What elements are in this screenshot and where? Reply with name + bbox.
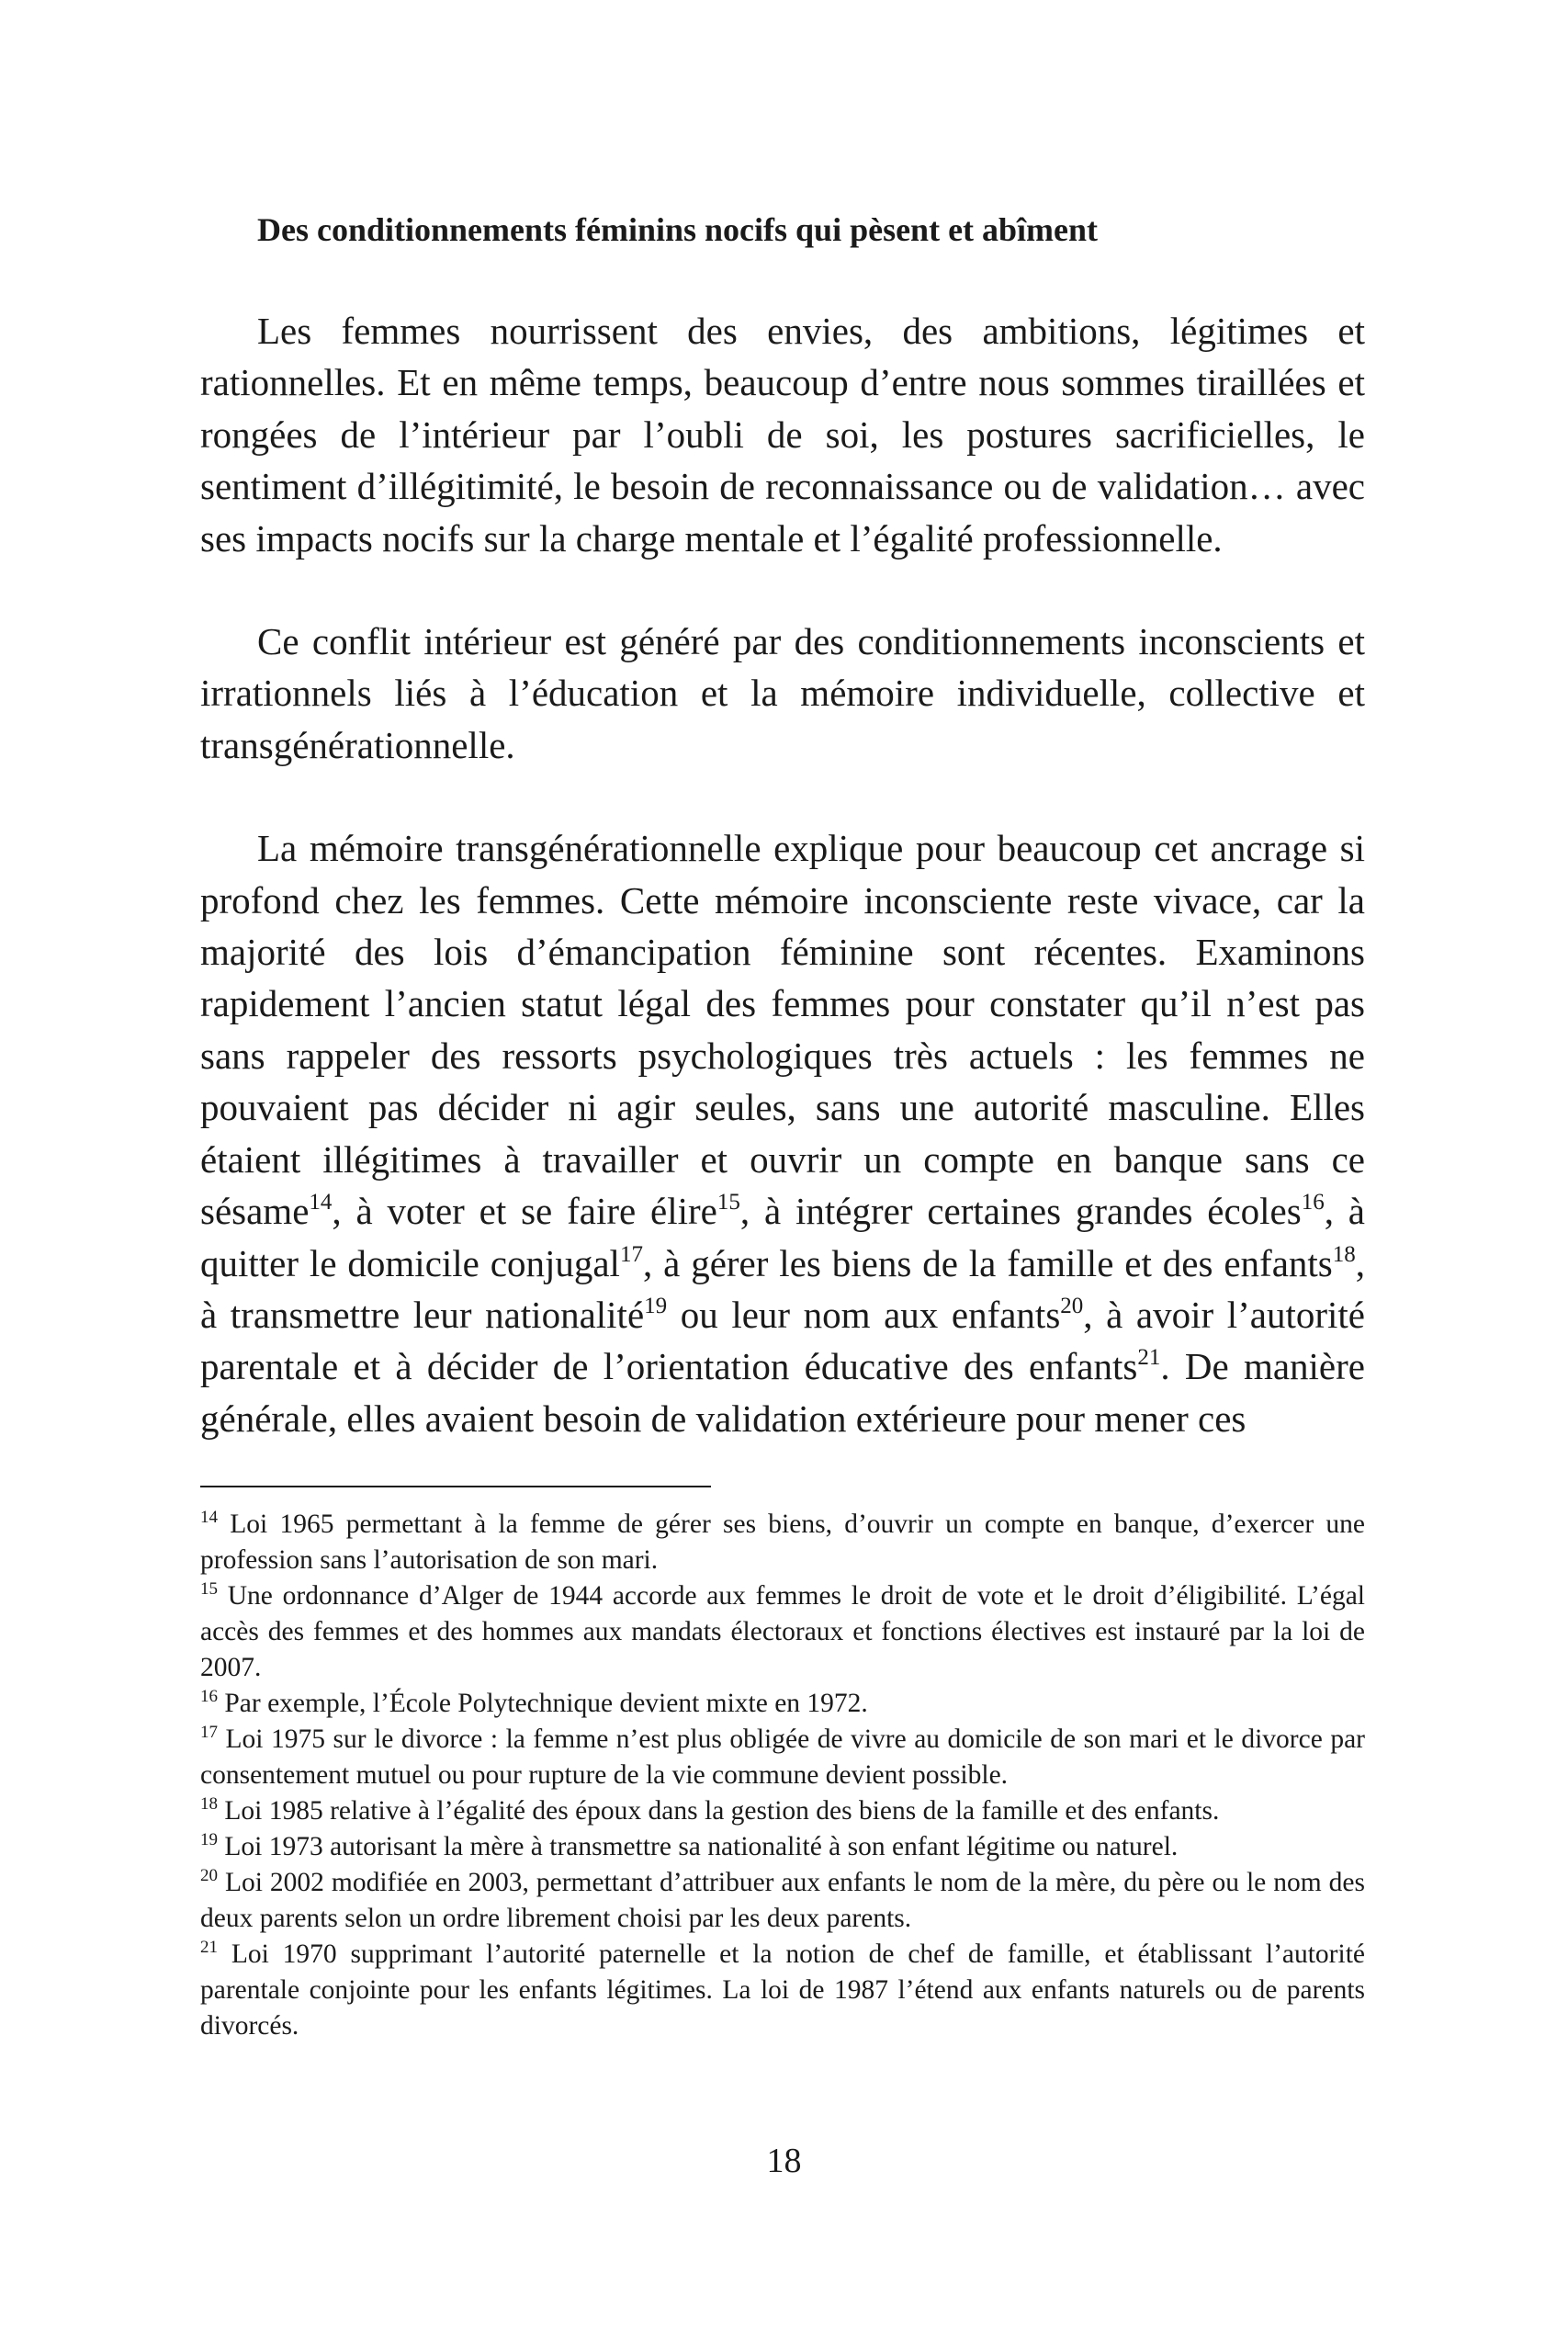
page-number: 18 (766, 2142, 802, 2180)
footnote-number: 21 (200, 1938, 218, 1957)
footnote-ref-15[interactable]: 15 (716, 1190, 740, 1216)
paragraph-text: , à transmettre leur nationalité (200, 1241, 1365, 1336)
footnote-19 (200, 1829, 1365, 1865)
footnote-14 (200, 1507, 1365, 1578)
footnote-text: Par exemple, l’École Polytechnique devient mixte en 1972. (218, 1689, 868, 1718)
footnote-ref-20[interactable]: 20 (1060, 1293, 1084, 1318)
footnote-15 (200, 1578, 1365, 1686)
paragraph-2: Ce conflit intérieur est généré par des conditionnements inconscients et irrationnels liés à l’éducation et la mémoire individuelle, collective et transgénérationnelle. (200, 620, 1365, 766)
footnote-18 (200, 1793, 1365, 1829)
footnotes (200, 1507, 1365, 2044)
footnote-text: Loi 1965 permettant à la femme de gérer ses biens, d’ouvrir un compte en banque, d’exercer une profession sans l’autorisation de son mari. (200, 1510, 1365, 1575)
footnote-text: Loi 1985 relative à l’égalité des époux dans la gestion des biens de la famille et des enfants. (218, 1796, 1220, 1826)
paragraph-text: La mémoire transgénérationnelle explique pour beaucoup cet ancrage si profond chez les femmes. Cette mémoire inconsciente reste vivace, car la majorité des lois d’émancipation féminine sont récentes. Examinons rapidement l’ancien statut légal des femmes pour constater qu’il n’est pas sans rappeler des ressorts psychologiques très actuels : les femmes ne pouvaient pas décider ni agir seules, sans une autorité masculine. Elles étaient illégitimes à travailler et ouvrir un compte en banque sans ce sésame (200, 827, 1365, 1233)
body-text (200, 305, 1365, 1496)
paragraph-text: , à intégrer certaines grandes écoles (739, 1190, 1302, 1233)
paragraph-text: , à gérer les biens de la famille et des enfants (642, 1241, 1333, 1284)
paragraph-1: Les femmes nourrissent des envies, des ambitions, légitimes et rationnelles. Et en même temps, beaucoup d’entre nous sommes tiraillées et rongées de l’intérieur par l’oubli de soi, les postures sacrificielles, le sentiment d’illégitimité, le besoin de reconnaissance ou de validation… avec ses impacts nocifs sur la charge mentale et l’égalité professionnelle. (200, 310, 1365, 560)
footnote-text: Loi 1970 supprimant l’autorité paternelle et la notion de chef de famille, et établissant l’autorité parentale conjointe pour les enfants légitimes. La loi de 1987 l’étend aux enfants naturels ou de parents divorcés. (200, 1939, 1365, 2041)
paragraph-text: , à avoir l’autorité parentale et à décider de l’orientation éducative des enfants (200, 1293, 1365, 1388)
footnote-number: 16 (200, 1687, 218, 1706)
paragraph-3 (200, 822, 1365, 1444)
footnote-text: Loi 1973 autorisant la mère à transmettre sa nationalité à son enfant légitime ou naturel. (218, 1832, 1179, 1861)
footnote-20 (200, 1865, 1365, 1937)
footnote-ref-17[interactable]: 17 (619, 1241, 643, 1267)
paragraph-text: , à quitter le domicile conjugal (200, 1190, 1366, 1284)
footnote-number: 20 (200, 1866, 218, 1885)
footnote-16 (200, 1686, 1365, 1722)
paragraph-text: . De manière générale, elles avaient besoin de validation extérieure pour mener ces (200, 1345, 1365, 1440)
footnote-number: 19 (200, 1830, 218, 1849)
paragraph-text: , à voter et se faire élire (332, 1190, 717, 1233)
paragraph-text: ou leur nom aux enfants (667, 1293, 1061, 1336)
footnote-ref-16[interactable]: 16 (1301, 1190, 1325, 1216)
footnote-separator (200, 1486, 711, 1487)
footnote-number: 14 (200, 1508, 218, 1527)
footnote-number: 17 (200, 1723, 218, 1742)
footnote-ref-21[interactable]: 21 (1137, 1345, 1161, 1371)
footnote-ref-18[interactable]: 18 (1332, 1241, 1356, 1267)
section-heading: Des conditionnements féminins nocifs qui pèsent et abîment (257, 211, 1099, 248)
footnote-ref-19[interactable]: 19 (644, 1293, 668, 1318)
footnote-text: Une ordonnance d’Alger de 1944 accorde aux femmes le droit de vote et le droit d’éligibilité. L’égal accès des femmes et des hommes aux mandats électoraux et fonctions électives est instauré par la loi de 2007. (200, 1581, 1365, 1682)
footnote-number: 15 (200, 1579, 218, 1599)
footnote-21 (200, 1937, 1365, 2044)
footnote-number: 18 (200, 1794, 218, 1814)
footnote-ref-14[interactable]: 14 (309, 1190, 333, 1216)
footnote-17 (200, 1722, 1365, 1793)
footnote-text: Loi 2002 modifiée en 2003, permettant d’attribuer aux enfants le nom de la mère, du père ou le nom des deux parents selon un ordre librement choisi par les deux parents. (200, 1868, 1365, 1933)
footnote-text: Loi 1975 sur le divorce : la femme n’est plus obligée de vivre au domicile de son mari et le divorce par consentement mutuel ou pour rupture de la vie commune devient possible. (200, 1724, 1365, 1790)
